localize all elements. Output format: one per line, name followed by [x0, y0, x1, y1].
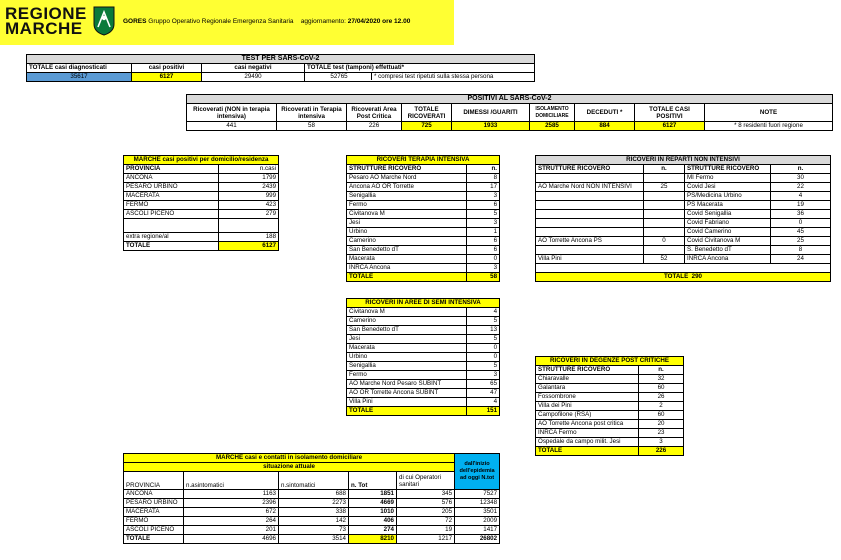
table-row: Jesi 5 — [347, 335, 500, 344]
positivi-title: POSITIVI AL SARS-CoV-2 — [187, 95, 833, 104]
postcrit-title: RICOVERI IN DEGENZE POST CRITICHE — [536, 357, 684, 366]
table-row: Covid Camerino 45 — [536, 228, 831, 237]
table-row: AO Marche Nord NON INTENSIVI 25 Covid Jesi 22 — [536, 183, 831, 192]
table-row: ANCONA 1799 — [124, 174, 279, 183]
table-row: Urbino 1 — [347, 228, 500, 237]
total-tests: 52765 — [330, 73, 348, 81]
table-row: extra regione/al 188 — [124, 233, 279, 242]
table-row: Villa dei Pini 2 — [536, 402, 684, 411]
provincia-table: MARCHE casi positivi per domicilio/residenza PROVINCIA n.casi ANCONA 1799 PESARO URBINO 2439 MACERATA 999 FERMO 423 ASCOLI PICENO 279 extra regione/al 188 TOTALE 6127 — [123, 155, 279, 251]
table-row: Ospedale da campo milit. Jesi 3 — [536, 438, 684, 447]
table-row: AO Torrette Ancona PS 0 Covid Civitanova M 25 — [536, 237, 831, 246]
table-row: Villa Pini 52 INRCA Ancona 24 — [536, 255, 831, 264]
isolamento-title: MARCHE casi e contatti in isolamento domiciliare — [124, 454, 455, 463]
region-emblem-icon — [92, 6, 116, 36]
table-row: Campofilone (RSA) 60 — [536, 411, 684, 420]
positive-cases: 6127 — [132, 73, 202, 82]
table-row: Covid Senigallia 36 — [536, 210, 831, 219]
table-row: FERMO 423 — [124, 201, 279, 210]
total-diagnosed: 35617 — [27, 73, 132, 82]
table-row: Camerino 5 — [347, 317, 500, 326]
table-row: Civitanova M 4 — [347, 308, 500, 317]
si-title: RICOVERI IN AREE DI SEMI INTENSIVA — [347, 299, 500, 308]
table-row: San Benedetto dT 6 — [347, 246, 500, 255]
table-row: INRCA Fermo 23 — [536, 429, 684, 438]
test-title: TEST PER SARS-CoV-2 — [27, 55, 535, 64]
table-row: AO OR Torrette Ancona SUBINT 47 — [347, 389, 500, 398]
table-row: Villa Pini 4 — [347, 398, 500, 407]
postcrit-total: 226 — [639, 447, 684, 456]
table-row: MACERATA 999 — [124, 192, 279, 201]
table-row: Senigallia 5 — [347, 362, 500, 371]
provincia-total: 6127 — [219, 242, 279, 251]
table-row: AO Marche Nord Pesaro SUBINT 65 — [347, 380, 500, 389]
table-row — [124, 219, 279, 233]
post-critiche-table: RICOVERI IN DEGENZE POST CRITICHE STRUTTURE RICOVERO n. Chiaravalle 32 Galantara 60 Fossombrone 26 Villa dei Pini 2 Campofilone (RSA) 60 AO Torrette Ancona post critica 20 INRCA Fermo 23 Ospedale da campo milit. Jesi 3 TOTALE 226 — [535, 356, 684, 456]
table-row: Jesi 3 — [347, 219, 500, 228]
ti-total: 58 — [467, 273, 500, 282]
table-row: MACERATA 672 338 1010 205 3501 — [124, 508, 500, 517]
negative-cases: 29490 — [202, 73, 305, 82]
isolamento-table: MARCHE casi e contatti in isolamento domiciliare dall'inizio dell'epidemia ad oggi N.tot situazione attuale PROVINCIA n.asintomatici n.sintomatici n. Tot di cui Operatori sanitari ANCONA 1163 688 1851 345 7527 PESARO URBINO 2396 2273 4669 576 12348 MACERATA 672 338 1010 205 3501 FERMO 264 142 406 72 2009 ASCOLI PICENO 201 73 274 19 1417 TOTALE 4696 3514 8210 1217 26802 — [123, 453, 500, 544]
table-row: INRCA Ancona 3 — [347, 264, 500, 273]
org-info: GORES Gruppo Operativo Regionale Emergenza Sanitaria aggiornamento: 27/04/2020 ore 12.00 — [123, 18, 411, 25]
table-row: Covid Fabriano 0 — [536, 219, 831, 228]
provincia-title: MARCHE casi positivi per domicilio/residenza — [124, 156, 279, 165]
table-row: ASCOLI PICENO 279 — [124, 210, 279, 219]
table-row: Camerino 6 — [347, 237, 500, 246]
table-row: Macerata 0 — [347, 255, 500, 264]
table-row: Pesaro AO Marche Nord 8 — [347, 174, 500, 183]
table-row: PESARO URBINO 2439 — [124, 183, 279, 192]
table-row: PESARO URBINO 2396 2273 4669 576 12348 — [124, 499, 500, 508]
ti-title: RICOVERI TERAPIA INTENSIVA — [347, 156, 500, 165]
table-row: ANCONA 1163 688 1851 345 7527 — [124, 490, 500, 499]
table-row: Civitanova M 5 — [347, 210, 500, 219]
table-row: Senigallia 3 — [347, 192, 500, 201]
table-row: Urbino 0 — [347, 353, 500, 362]
table-row: PS/Medicina Urbino 4 — [536, 192, 831, 201]
terapia-intensiva-table: RICOVERI TERAPIA INTENSIVA STRUTTURE RICOVERO n. Pesaro AO Marche Nord 8 Ancona AO OR Torrette 17 Senigallia 3 Fermo 6 Civitanova M 5 Jesi 3 Urbino 1 Camerino 6 San Benedetto dT 6 Macerata 0 INRCA Ancona 3 TOTALE 58 — [346, 155, 500, 282]
table-row: Galantara 60 — [536, 384, 684, 393]
table-row: Macerata 0 — [347, 344, 500, 353]
table-row: AO Torrette Ancona post critica 20 — [536, 420, 684, 429]
isolamento-total-row: TOTALE 4696 3514 8210 1217 26802 — [124, 535, 500, 544]
isolamento-subtitle: situazione attuale — [124, 463, 455, 472]
test-table: TEST PER SARS-CoV-2 TOTALE casi diagnosticati casi positivi casi negativi TOTALE test (tamponi) effettuati* 35617 6127 29490 52765 * compresi test ripetuti sulla stessa persona — [26, 54, 535, 82]
table-row: Fermo 6 — [347, 201, 500, 210]
si-total: 151 — [467, 407, 500, 416]
table-row: MI Fermo 30 — [536, 174, 831, 183]
region-logo-text: REGIONE MARCHE — [5, 4, 87, 38]
table-row: FERMO 264 142 406 72 2009 — [124, 517, 500, 526]
table-row: Chiaravalle 32 — [536, 375, 684, 384]
table-row: San Benedetto dT 13 — [347, 326, 500, 335]
table-row: Fermo 3 — [347, 371, 500, 380]
nonint-total: TOTALE 290 — [536, 273, 831, 282]
table-row: PS Macerata 19 — [536, 201, 831, 210]
table-row: ASCOLI PICENO 201 73 274 19 1417 — [124, 526, 500, 535]
nonint-title: RICOVERI IN REPARTI NON INTENSIVI — [536, 156, 831, 165]
table-row: S. Benedetto dT 8 — [536, 246, 831, 255]
positivi-table: POSITIVI AL SARS-CoV-2 Ricoverati (NON in terapia intensiva) Ricoverati in Terapia intensiva Ricoverati Area Post Critica TOTALE RICOVERATI DIMESSI /GUARITI ISOLAMENTO DOMICILIARE DECEDUTI * TOTALE CASI POSITIVI NOTE 441 58 226 725 1933 2585 884 6127 * 8 residenti fuori regione — [186, 94, 833, 131]
non-intensivi-table: RICOVERI IN REPARTI NON INTENSIVI STRUTTURE RICOVERO n. STRUTTURE RICOVERO n. MI Fermo 30 AO Marche Nord NON INTENSIVI 25 Covid Jesi 22 PS/Medicina Urbino 4 PS Macerata 19 Covid Senigallia 36 Covid Fabriano 0 Covid Camerino 45 AO Torrette Ancona PS 0 Covid Civitanova M 25 S. Benedetto dT 8 Villa Pini 52 INRCA Ancona 24 TOTALE 290 — [535, 155, 831, 282]
semi-intensiva-table: RICOVERI IN AREE DI SEMI INTENSIVA Civitanova M 4 Camerino 5 San Benedetto dT 13 Jesi 5 Macerata 0 Urbino 0 Senigallia 5 Fermo 3 AO Marche Nord Pesaro SUBINT 65 AO OR Torrette Ancona SUBINT 47 Villa Pini 4 TOTALE 151 — [346, 298, 500, 416]
header-banner — [0, 0, 454, 45]
table-row: Ancona AO OR Torrette 17 — [347, 183, 500, 192]
table-row: Fossombrone 26 — [536, 393, 684, 402]
